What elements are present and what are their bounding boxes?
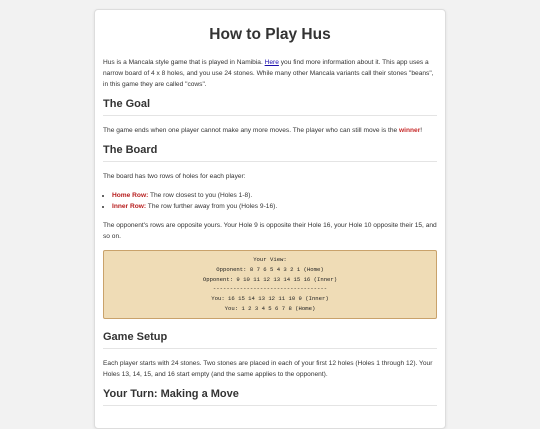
- setup-heading: Game Setup: [103, 331, 437, 349]
- turn-heading: Your Turn: Making a Move: [103, 388, 437, 406]
- board-paragraph: The board has two rows of holes for each player:: [103, 173, 246, 180]
- info-link[interactable]: Here: [264, 59, 279, 66]
- diagram-line: ----------------------------------: [212, 285, 328, 293]
- board-heading: The Board: [103, 144, 437, 162]
- inner-row-desc: The row further away from you (Holes 9-16).: [146, 203, 278, 210]
- goal-text-end: !: [420, 127, 423, 134]
- intro-text-end: you find more information about it. This app uses a narrow board of 4 x 8 holes, and you use 24 stones. While many other Mancala variants call their stones "beans", in this game they are called "cows".: [103, 59, 434, 88]
- list-item: [112, 201, 437, 212]
- inner-row-term: Inner Row:: [112, 203, 147, 210]
- intro-paragraph: [103, 57, 437, 90]
- home-row-desc: The row closest to you (Holes 1-8).: [148, 192, 253, 199]
- row-list: [103, 190, 437, 212]
- rules-card: [94, 9, 446, 429]
- goal-paragraph: [103, 125, 437, 136]
- setup-paragraph: Each player starts with 24 stones. Two stones are placed in each of your first 12 holes (Holes 1 through 12). Your Holes 13, 14, 15, and 16 start empty (and the same applies to the opponent).: [103, 359, 433, 378]
- diagram-line: Your View:: [253, 256, 287, 263]
- page-title: How to Play Hus: [209, 26, 331, 43]
- home-row-term: Home Row:: [112, 192, 149, 199]
- winner-highlight: winner: [399, 127, 421, 134]
- diagram-line: You: 16 15 14 13 12 11 10 9 (Inner): [211, 295, 329, 303]
- diagram-line: You: 1 2 3 4 5 6 7 8 (Home): [224, 304, 316, 312]
- opposite-paragraph: The opponent's rows are opposite yours. Your Hole 9 is opposite their Hole 16, your Hole 10 opposite their 15, and so on.: [103, 222, 437, 240]
- intro-text-start: Hus is a Mancala style game that is played in Namibia.: [103, 59, 265, 66]
- diagram-line: Opponent: 9 10 11 12 13 14 15 16 (Inner): [202, 275, 338, 283]
- goal-heading: The Goal: [103, 98, 437, 116]
- list-item: [112, 190, 437, 201]
- board-diagram: [103, 250, 437, 319]
- goal-text: The game ends when one player cannot make any more moves. The player who can still move is the: [103, 127, 400, 134]
- diagram-line: Opponent: 8 7 6 5 4 3 2 1 (Home): [216, 265, 324, 273]
